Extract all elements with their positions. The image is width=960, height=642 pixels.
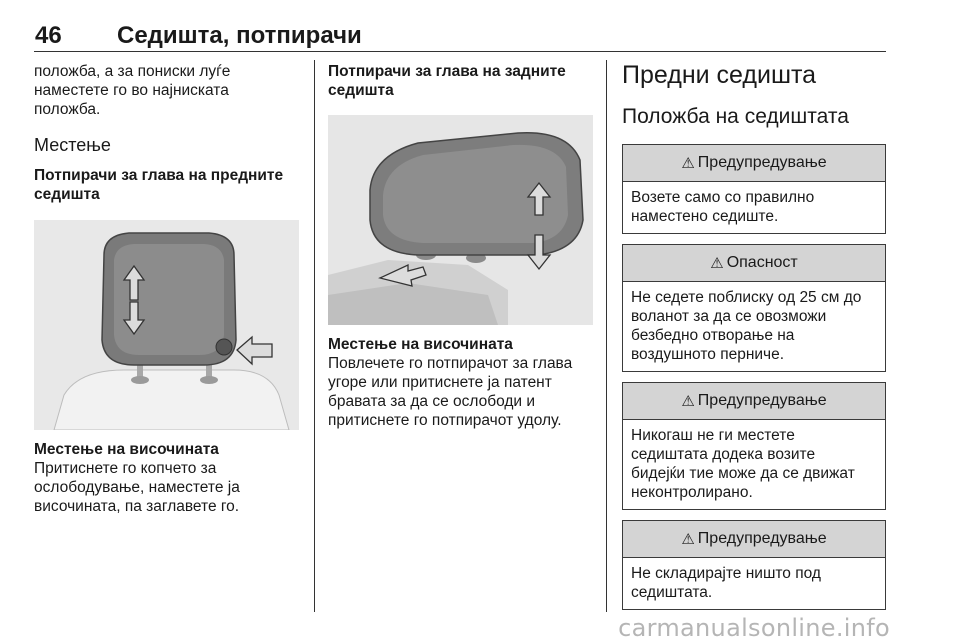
warning-box-body xyxy=(623,420,885,509)
warning-box xyxy=(622,144,886,234)
warning-box xyxy=(622,520,886,610)
text-line: наместено седиште. xyxy=(631,208,779,225)
text-line: положба, а за пониски луѓе xyxy=(34,63,231,80)
caption-text xyxy=(34,459,299,516)
section-heading: Местење xyxy=(34,135,111,155)
text-line: Никогаш не ги местете xyxy=(631,427,795,444)
danger-box xyxy=(622,244,886,372)
subheading xyxy=(34,166,299,204)
headrest-front-illustration xyxy=(34,220,299,430)
text-line: Потпирачи за глава на задните xyxy=(328,63,566,80)
page-number: 46 xyxy=(35,22,62,49)
warning-box-header xyxy=(623,521,885,558)
header-rule xyxy=(34,51,886,52)
warning-box-header xyxy=(623,383,885,420)
text-line: безбедно отворање на xyxy=(631,327,795,344)
watermark: carmanualsonline.info xyxy=(618,614,890,642)
warning-box-title: Предупредување xyxy=(697,530,827,547)
danger-box-title: Опасност xyxy=(726,254,798,271)
text-line: Не складирајте ништо под xyxy=(631,565,821,582)
text-line: воланот за да се овозможи xyxy=(631,308,827,325)
page-title: Седишта, потпирачи xyxy=(117,22,362,49)
caption-title: Местење на височината xyxy=(328,336,513,353)
text-line: седиштата додека возите xyxy=(631,446,816,463)
headrest-rear-illustration xyxy=(328,115,593,325)
text-line: бидејќи тие може да се движат xyxy=(631,465,855,482)
caption-title: Местење на височината xyxy=(34,441,219,458)
text-line: Возете само со правилно xyxy=(631,189,815,206)
text-line: притиснете го потпирачот удолу. xyxy=(328,412,562,429)
warning-box-body xyxy=(623,558,885,609)
main-heading: Предни седишта xyxy=(622,61,817,89)
warning-box-body xyxy=(623,182,885,233)
page-header xyxy=(0,0,960,52)
warning-box-header xyxy=(623,145,885,182)
column-divider-1 xyxy=(314,60,315,612)
warning-triangle-icon: ⚠ xyxy=(681,155,695,172)
warning-triangle-icon: ⚠ xyxy=(681,393,695,410)
intro-paragraph xyxy=(34,62,299,119)
text-line: бравата за да се ослободи и xyxy=(328,393,536,410)
text-line: Не седете поблиску од 25 см до xyxy=(631,289,862,306)
column-right xyxy=(622,60,886,610)
text-line: седиштата. xyxy=(631,584,713,601)
column-middle xyxy=(328,60,593,430)
column-left xyxy=(34,60,299,516)
warning-triangle-icon: ⚠ xyxy=(710,255,724,272)
text-line: Потпирачи за глава на предните xyxy=(34,167,284,184)
column-divider-2 xyxy=(606,60,607,612)
text-line: угоре или притиснете ја патент xyxy=(328,374,552,391)
danger-box-body xyxy=(623,282,885,371)
warning-box xyxy=(622,382,886,510)
text-line: наместете го во најниската xyxy=(34,82,229,99)
warning-box-title: Предупредување xyxy=(697,154,827,171)
text-line: седишта xyxy=(328,82,394,99)
danger-box-header xyxy=(623,245,885,282)
warning-box-title: Предупредување xyxy=(697,392,827,409)
text-line: ослободување, наместете ја xyxy=(34,479,240,496)
text-line: височината, па заглавете го. xyxy=(34,498,240,515)
text-line: седишта xyxy=(34,186,100,203)
warning-triangle-icon: ⚠ xyxy=(681,531,695,548)
text-line: Притиснете го копчето за xyxy=(34,460,217,477)
text-line: воздушното перниче. xyxy=(631,346,785,363)
text-line: неконтролирано. xyxy=(631,484,753,501)
caption-text xyxy=(328,354,593,430)
sub-heading: Положба на седиштата xyxy=(622,105,849,128)
text-line: Повлечете го потпирачот за глава xyxy=(328,355,573,372)
subheading xyxy=(328,62,593,100)
text-line: положба. xyxy=(34,101,101,118)
